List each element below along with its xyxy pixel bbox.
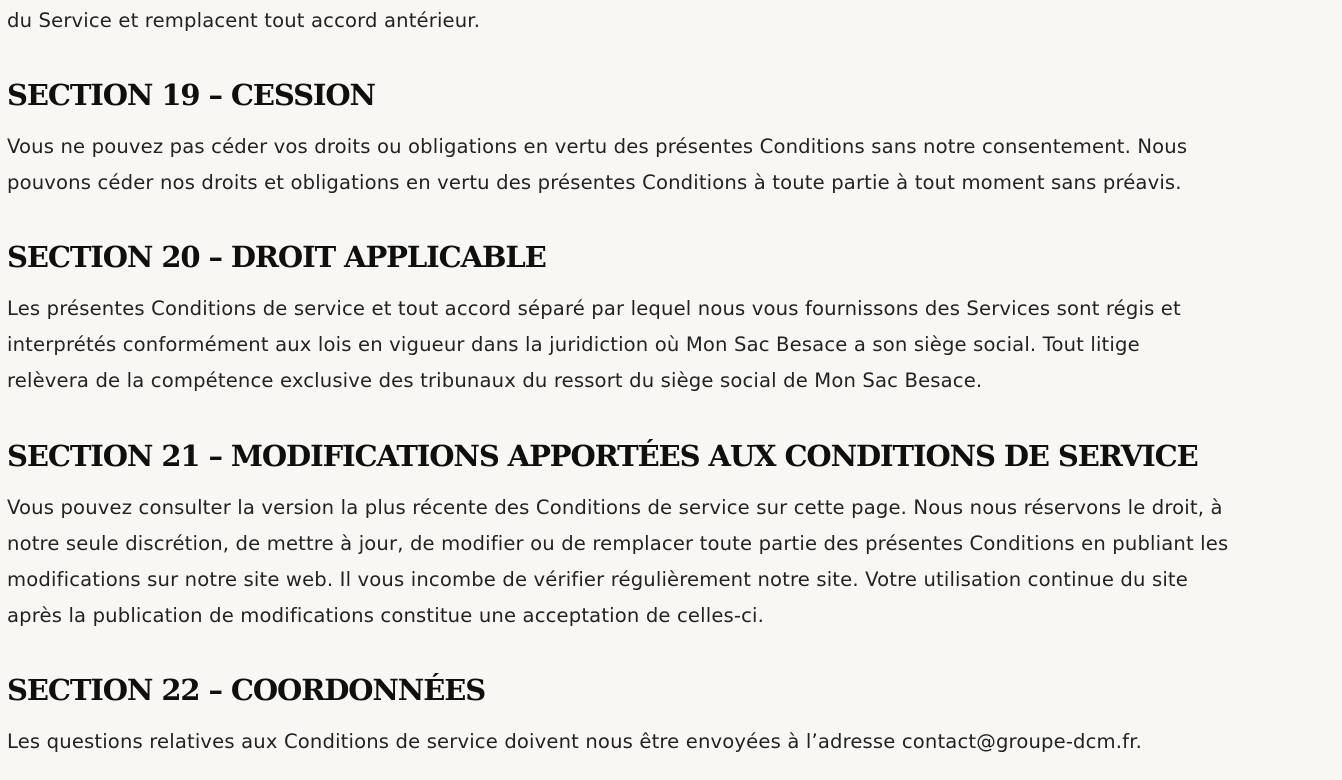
paragraph-line: pouvons céder nos droits et obligations en vertu des présentes Conditions à toute partie à tout moment sans préavis. <box>7 171 1182 194</box>
section-20-heading: SECTION 20 – DROIT APPLICABLE <box>7 240 546 274</box>
paragraph-line: du Service et remplacent tout accord antérieur. <box>7 9 481 32</box>
paragraph-line: relèvera de la compétence exclusive des tribunaux du ressort du siège social de Mon Sac Besace. <box>7 369 983 392</box>
paragraph-line: Vous ne pouvez pas céder vos droits ou obligations en vertu des présentes Conditions sans notre consentement. Nous <box>7 135 1188 158</box>
section-22-paragraph <box>7 724 1142 760</box>
paragraph-line: Vous pouvez consulter la version la plus récente des Conditions de service sur cette page. Nous nous réservons le droit, à <box>7 496 1223 519</box>
section-19-heading: SECTION 19 – CESSION <box>7 78 375 112</box>
section-21-heading: SECTION 21 – MODIFICATIONS APPORTÉES AUX CONDITIONS DE SERVICE <box>7 439 1198 473</box>
section-22-heading: SECTION 22 – COORDONNÉES <box>7 673 486 707</box>
section-21-paragraph <box>7 490 1228 634</box>
intro-paragraph <box>7 3 480 39</box>
paragraph-line: interprétés conformément aux lois en vigueur dans la juridiction où Mon Sac Besace a son siège social. Tout litige <box>7 333 1140 356</box>
paragraph-line: Les présentes Conditions de service et tout accord séparé par lequel nous vous fournissons des Services sont régis et <box>7 297 1181 320</box>
paragraph-line: modifications sur notre site web. Il vous incombe de vérifier régulièrement notre site. Votre utilisation continue du site <box>7 568 1188 591</box>
paragraph-line: Les questions relatives aux Conditions de service doivent nous être envoyées à l’adresse contact@groupe-dcm.fr. <box>7 730 1143 753</box>
paragraph-line: notre seule discrétion, de mettre à jour, de modifier ou de remplacer toute partie des présentes Conditions en publiant les <box>7 532 1229 555</box>
section-19-paragraph <box>7 129 1187 201</box>
paragraph-line: après la publication de modifications constitue une acceptation de celles-ci. <box>7 604 765 627</box>
section-20-paragraph <box>7 291 1181 399</box>
